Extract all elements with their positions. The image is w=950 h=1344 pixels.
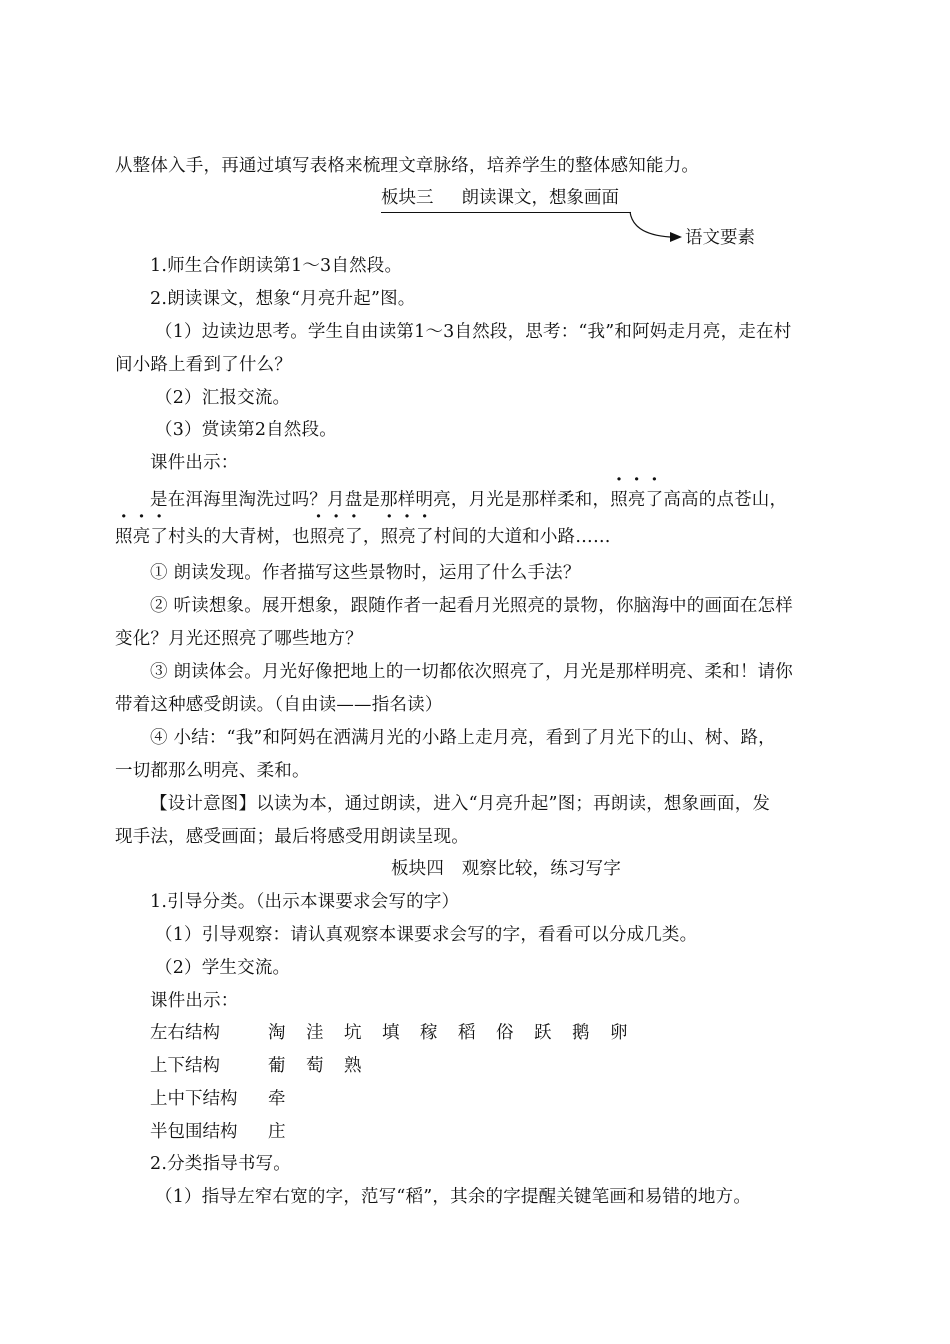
margin-annotation: 语文要素 [685,228,755,248]
emphasis-char: 了 [345,527,363,547]
paragraph-line: 2.朗读课文，想象“月亮升起”图。 [150,289,416,309]
quote-text: 村头的大青树，也 [168,527,310,547]
character-cell: 庄 [268,1122,286,1142]
paragraph-line: 课件出示： [150,991,239,1011]
emphasis-dotted-text [310,527,363,547]
section-title-underline [381,212,631,213]
character-cell: 填 [382,1023,400,1043]
character-cell: 洼 [306,1023,324,1043]
quote-text: 村间的大道和小路…… [433,527,611,547]
paragraph-line: ② 听读想象。展开想象，跟随作者一起看月光照亮的景物，你脑海中的画面在怎样 [150,596,793,616]
paragraph-line: 课件出示： [150,453,239,473]
emphasis-char: 亮 [327,527,346,547]
character-cell: 熟 [344,1056,362,1076]
quote-line [150,488,890,512]
quote-line [115,525,855,549]
character-cell: 萄 [306,1056,324,1076]
paragraph-line: 带着这种感受朗读。（自由读——指名读） [115,695,443,715]
quote-text: 是在洱海里淘洗过吗？月盘是那样明亮，月光是那样柔和， [150,490,611,510]
section-three-label: 板块三 [381,188,434,208]
paragraph-line: 变化？月光还照亮了哪些地方？ [115,629,363,649]
design-intent-line: 【设计意图】以读为本，通过朗读，进入“月亮升起”图；再朗读，想象画面，发 [150,794,771,814]
character-row [150,1120,306,1144]
emphasis-char: 亮 [627,490,646,510]
annotation-arrow-icon [600,205,690,245]
paragraph-line: （1）指导左窄右宽的字，范写“稻”，其余的字提醒关键笔画和易错的地方。 [155,1187,752,1207]
paragraph-line: （3）赏读第2自然段。 [155,420,337,440]
character-row [150,1021,648,1045]
emphasis-char: 照 [309,527,328,547]
paragraph-line: 间小路上看到了什么？ [115,355,292,375]
emphasis-char: 了 [415,527,434,547]
design-intent-line: 现手法，感受画面；最后将感受用朗读呈现。 [115,827,469,847]
structure-label: 上中下结构 [150,1089,238,1109]
character-row [150,1087,306,1111]
paragraph-line: 一切都那么明亮、柔和。 [115,761,310,781]
structure-label: 左右结构 [150,1023,220,1043]
paragraph-line: 从整体入手，再通过填写表格来梳理文章脉络，培养学生的整体感知能力。 [115,156,700,176]
paragraph-line: （1）边读边思考。学生自由读第1～3自然段，思考：“我”和阿妈走月亮，走在村 [155,322,792,342]
emphasis-dotted-text [610,490,663,510]
character-cell: 俗 [496,1023,514,1043]
paragraph-line: （1）引导观察：请认真观察本课要求会写的字，看看可以分成几类。 [155,925,698,945]
quote-text: 高高的点苍山， [663,490,788,510]
paragraph-line: 1.引导分类。（出示本课要求会写的字） [150,892,460,912]
character-cell: 坑 [344,1023,362,1043]
emphasis-char: 了 [150,527,169,547]
section-three-title [381,186,619,210]
character-cell: 鹅 [572,1023,590,1043]
emphasis-char: 照 [380,527,399,547]
emphasis-char: 照 [115,527,133,547]
emphasis-char: 了 [645,490,664,510]
character-row [150,1054,382,1078]
emphasis-dotted-text [115,527,168,547]
emphasis-char: 亮 [132,527,151,547]
emphasis-char: 亮 [398,527,416,547]
paragraph-line: ④ 小结：“我”和阿妈在洒满月光的小路上走月亮，看到了月光下的山、树、路， [150,728,776,748]
character-cell: 牵 [268,1089,286,1109]
structure-label: 半包围结构 [150,1122,238,1142]
quote-text: ， [362,527,381,547]
character-cell: 稻 [458,1023,476,1043]
paragraph-line: （2）汇报交流。 [155,388,291,408]
emphasis-char: 照 [610,490,628,510]
emphasis-dotted-text [381,527,434,547]
paragraph-line: （2）学生交流。 [155,958,291,978]
paragraph-line: 2.分类指导书写。 [150,1154,291,1174]
paragraph-line: ③ 朗读体会。月光好像把地上的一切都依次照亮了，月光是那样明亮、柔和！请你 [150,662,793,682]
character-cell: 淘 [268,1023,286,1043]
character-cell: 葡 [268,1056,286,1076]
paragraph-line: ① 朗读发现。作者描写这些景物时，运用了什么手法？ [150,563,581,583]
section-four-title: 板块四 观察比较，练习写字 [390,859,622,879]
character-cell: 稼 [420,1023,438,1043]
character-cell: 卵 [610,1023,628,1043]
section-three-name: 朗读课文，想象画面 [461,188,619,208]
structure-label: 上下结构 [150,1056,220,1076]
character-cell: 跃 [534,1023,552,1043]
paragraph-line: 1.师生合作朗读第1～3自然段。 [150,256,403,276]
